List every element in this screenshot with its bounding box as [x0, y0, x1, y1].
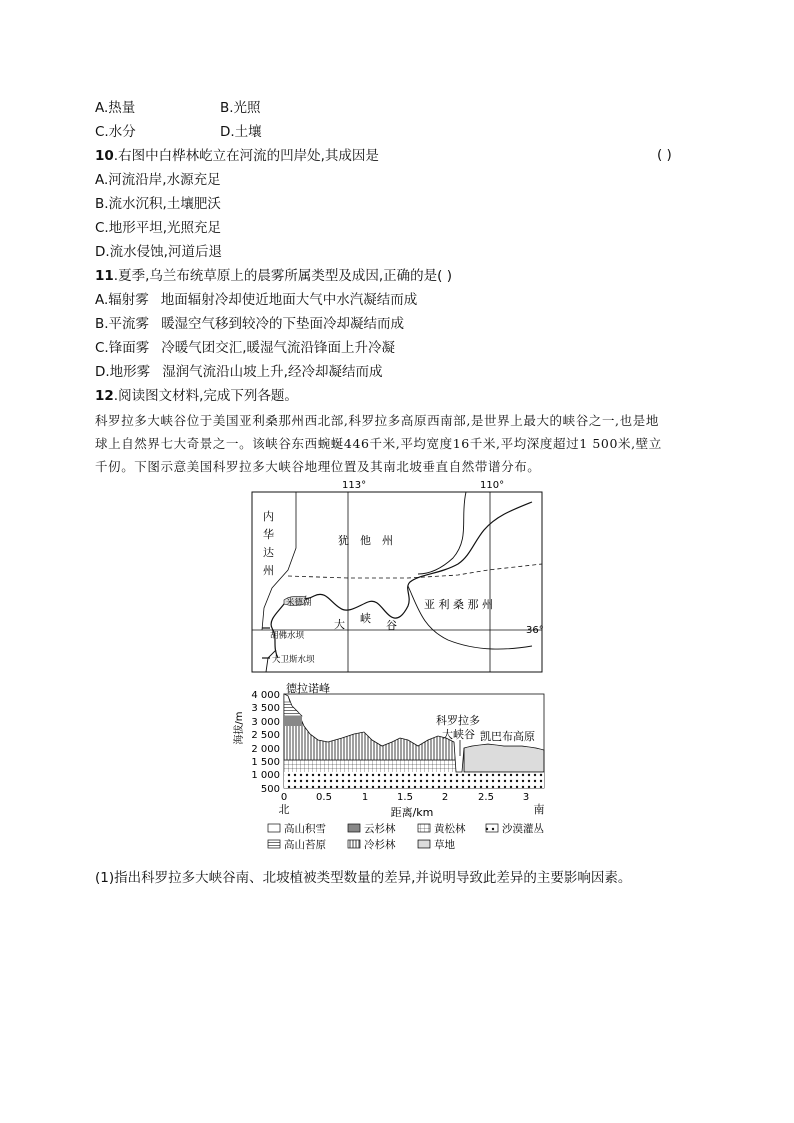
legend-fir-swatch	[348, 840, 360, 848]
q12-number: 12	[95, 388, 114, 404]
q11-option-c	[95, 339, 395, 357]
nevada-label-2: 华	[263, 528, 274, 541]
lake-mead-label: 米德湖	[286, 598, 312, 608]
legend-desert: 沙漠灌丛	[502, 823, 544, 835]
q9-option-a: A.热量	[95, 100, 136, 116]
canyon-label-line-1: 科罗拉多	[436, 714, 480, 727]
canyon-label-line-2: 大峡谷	[442, 728, 475, 741]
nevada-label-4: 州	[263, 564, 274, 577]
q11-stem-text: .夏季,乌兰布统草原上的晨雾所属类型及成因,正确的是( )	[113, 268, 452, 284]
lon-113-label: 113°	[342, 480, 367, 491]
location-map	[248, 478, 548, 674]
xtick-1: 1	[361, 792, 369, 803]
legend-snow-swatch	[268, 824, 280, 832]
q10-option-a: A.河流沿岸,水源充足	[95, 172, 221, 188]
arizona-label: 亚 利 桑 那 州	[424, 598, 493, 611]
q11-option-d-label: D.地形雾	[95, 364, 151, 380]
ytick-4000: 4 000	[251, 690, 280, 701]
legend-spruce-swatch	[348, 824, 360, 832]
canyon-label-2: 峡	[360, 612, 371, 625]
south-label: 南	[533, 803, 545, 816]
ponderosa-band-north	[284, 760, 458, 772]
legend-tundra-swatch	[268, 840, 280, 848]
north-label: 北	[278, 803, 290, 816]
ytick-2000: 2 000	[251, 744, 280, 755]
xtick-0-5: 0.5	[316, 792, 332, 803]
vegetation-profile-chart	[232, 676, 562, 856]
xtick-1-5: 1.5	[397, 792, 413, 803]
nevada-label-3: 达	[263, 546, 274, 559]
q9-option-b: B.光照	[220, 100, 261, 116]
canyon-label-1: 大	[334, 618, 345, 631]
q10-stem	[95, 147, 379, 165]
grassland-south	[464, 744, 544, 772]
legend-ponderosa-swatch	[418, 824, 430, 832]
hoover-dam-label: 胡佛水坝	[270, 631, 305, 641]
q11-option-a-text: 地面辐射冷却使近地面大气中水汽凝结而成	[160, 292, 418, 308]
q12-material-line-2: 球上自然界七大奇景之一。该峡谷东西蜿蜒446千米,平均宽度16千米,平均深度超过1 500米,壁立	[95, 436, 662, 451]
q11-option-b-text: 暖湿空气移到较冷的下垫面冷却凝结而成	[161, 316, 405, 332]
q11-option-d-text: 湿润气流沿山坡上升,经冷却凝结而成	[162, 364, 383, 380]
legend-grass-swatch	[418, 840, 430, 848]
xtick-2: 2	[441, 792, 449, 803]
y-axis-label: 海拔/m	[234, 711, 245, 745]
xtick-0: 0	[280, 792, 288, 803]
q10-answer-bracket: ( )	[657, 147, 672, 163]
legend-ponderosa: 黄松林	[434, 823, 466, 835]
q12-stem-text: .阅读图文材料,完成下列各题。	[113, 388, 298, 404]
q10-stem-text: .右图中白桦林屹立在河流的凹岸处,其成因是	[113, 148, 379, 164]
legend-grass: 草地	[434, 839, 455, 851]
q11-option-c-text: 冷暖气团交汇,暖湿气流沿锋面上升冷凝	[161, 340, 396, 356]
desert-scrub-band	[284, 772, 544, 788]
lat-36-label: 36°	[526, 625, 544, 636]
ytick-3500: 3 500	[251, 703, 280, 714]
q9-option-c: C.水分	[95, 124, 136, 140]
ytick-1500: 1 500	[251, 757, 280, 768]
q10-option-c: C.地形平坦,光照充足	[95, 220, 222, 236]
spruce-forest-band	[284, 716, 302, 726]
legend-spruce: 云杉林	[364, 823, 396, 835]
q11-option-c-label: C.锋面雾	[95, 340, 150, 356]
q12-subquestion-1: (1)指出科罗拉多大峡谷南、北坡植被类型数量的差异,并说明导致此差异的主要影响因素。	[95, 870, 632, 886]
q12-material-line-3: 千仞。下图示意美国科罗拉多大峡谷地理位置及其南北坡垂直自然带谱分布。	[95, 459, 541, 474]
legend-tundra: 高山苔原	[284, 839, 326, 851]
q11-option-a-label: A.辐射雾	[95, 292, 149, 308]
utah-label: 犹 他 州	[338, 534, 393, 547]
xtick-3: 3	[522, 792, 530, 803]
q11-option-b	[95, 315, 404, 333]
q12-material	[95, 409, 705, 478]
q11-option-b-label: B.平流雾	[95, 316, 150, 332]
legend-desert-swatch	[486, 824, 498, 832]
ytick-2500: 2 500	[251, 730, 280, 741]
q10-option-d: D.流水侵蚀,河道后退	[95, 244, 222, 260]
x-axis-label: 距离/km	[390, 806, 434, 819]
peak-label: 德拉诺峰	[286, 682, 330, 695]
legend-fir: 冷杉林	[364, 839, 396, 851]
q11-number: 11	[95, 268, 114, 284]
q12-material-line-1: 科罗拉多大峡谷位于美国亚利桑那州西北部,科罗拉多高原西南部,是世界上最大的峡谷之一,也是地	[95, 413, 659, 428]
ytick-500: 500	[260, 784, 280, 795]
q11-stem	[95, 267, 452, 285]
q9-option-d: D.土壤	[220, 124, 262, 140]
lon-110-label: 110°	[480, 480, 505, 491]
q11-option-a	[95, 291, 417, 309]
ytick-3000: 3 000	[251, 717, 280, 728]
q10-number: 10	[95, 148, 114, 164]
canyon-label-3: 谷	[386, 619, 397, 632]
davis-dam-label: 大卫斯水坝	[272, 655, 315, 665]
q12-stem	[95, 387, 298, 405]
xtick-2-5: 2.5	[478, 792, 494, 803]
legend-snow: 高山积雪	[284, 823, 326, 835]
ytick-1000: 1 000	[251, 770, 280, 781]
nevada-label-1: 内	[263, 510, 274, 523]
q10-option-b: B.流水沉积,土壤肥沃	[95, 196, 221, 212]
q11-option-d	[95, 363, 382, 381]
plateau-label: 凯巴布高原	[480, 730, 535, 743]
